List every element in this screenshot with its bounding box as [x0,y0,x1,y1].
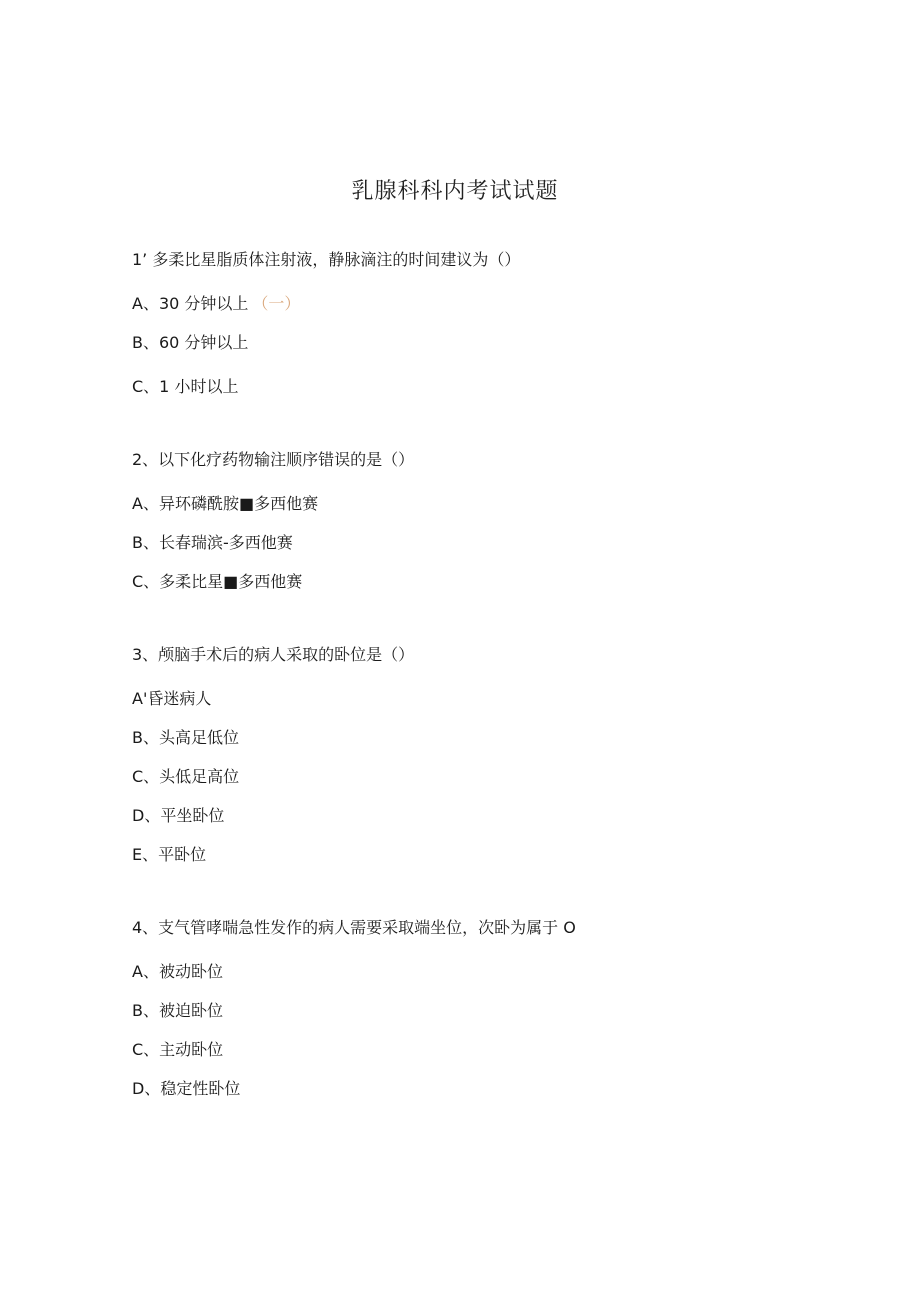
question-3-option-a: A'昏迷病人 [132,689,212,708]
question-2-option-a: A、异环磷酰胺■多西他赛 [132,494,319,513]
document-title: 乳腺科科内考试试题 [351,179,559,204]
answer-mark: （一） [252,294,301,313]
question-2-option-b: B、长春瑞滨-多西他赛 [132,533,293,552]
question-3-option-b: B、头高足低位 [132,728,239,747]
question-1-option-c: C、1 小时以上 [132,377,239,396]
question-2-stem: 2、以下化疗药物输注顺序错误的是（） [132,450,415,469]
question-4-stem: 4、支气管哮喘急性发作的病人需要采取端坐位，次卧为属于 O [132,918,576,937]
question-4-option-a: A、被动卧位 [132,962,223,981]
question-4-option-c: C、主动卧位 [132,1040,224,1059]
question-4-option-d: D、稳定性卧位 [132,1079,241,1098]
question-4-option-b: B、被迫卧位 [132,1001,223,1020]
option-text: A、30 分钟以上 [132,294,249,313]
question-1-option-b: B、60 分钟以上 [132,333,249,352]
question-3-option-e: E、平卧位 [132,845,207,864]
question-3-stem: 3、颅脑手术后的病人采取的卧位是（） [132,645,415,664]
question-1-stem: 1’ 多柔比星脂质体注射液，静脉滴注的时间建议为（） [132,250,521,269]
question-3-option-d: D、平坐卧位 [132,806,225,825]
question-2-option-c: C、多柔比星■多西他赛 [132,572,303,591]
question-3-option-c: C、头低足高位 [132,767,240,786]
question-1-option-a [132,294,300,314]
